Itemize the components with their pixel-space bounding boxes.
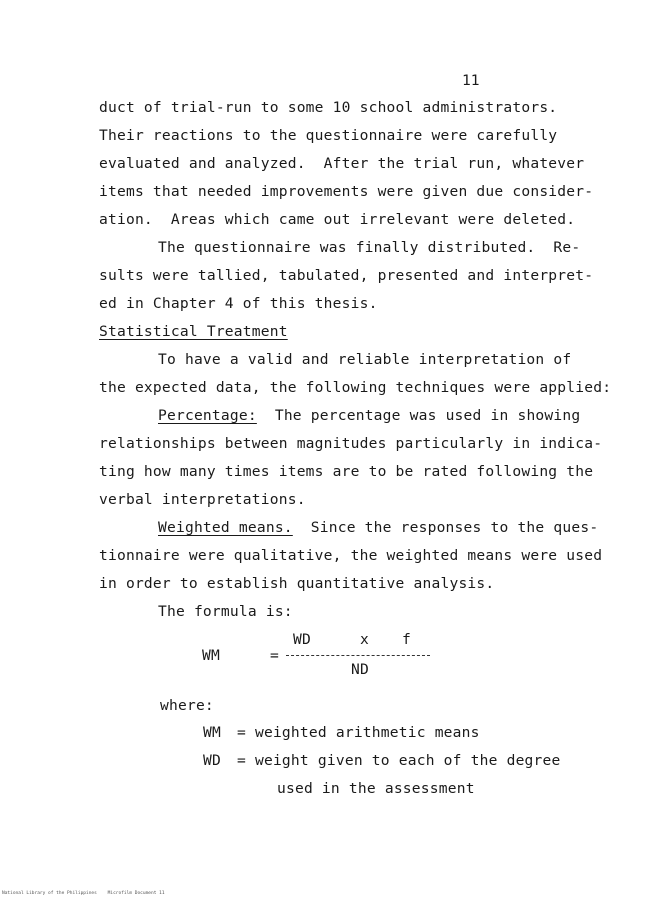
definition-text-wd: = weight given to each of the degree	[237, 752, 561, 769]
body-line-3: evaluated and analyzed. After the trial run, whatever	[99, 155, 585, 172]
body-line-9: To have a valid and reliable interpretation of	[158, 351, 572, 368]
body-line-10: the expected data, the following techniques were applied:	[99, 379, 612, 396]
body-line-13: ting how many times items are to be rated following the	[99, 463, 594, 480]
body-line-16: tionnaire were qualitative, the weighted means were used	[99, 547, 603, 564]
definition-continuation: used in the assessment	[277, 780, 475, 797]
body-line-7: sults were tallied, tabulated, presented and interpret-	[99, 267, 594, 284]
definition-symbol-wm: WM	[203, 724, 221, 741]
where-label: where:	[160, 697, 214, 714]
microfilm-footer: National Library of the Philippines Microfilm Document 11	[2, 891, 165, 896]
fraction-bar	[286, 655, 430, 656]
body-line-11	[158, 407, 580, 425]
definition-symbol-wd: WD	[203, 752, 221, 769]
formula-equals: =	[270, 647, 279, 664]
body-line-5: ation. Areas which came out irrelevant were deleted.	[99, 211, 576, 228]
body-line-1: duct of trial-run to some 10 school administrators.	[99, 99, 558, 116]
percentage-label: Percentage:	[158, 407, 257, 424]
definition-text-wm: = weighted arithmetic means	[237, 724, 480, 741]
formula-numerator-right: f	[402, 631, 411, 648]
formula-times: x	[360, 631, 369, 648]
formula-lhs: WM	[202, 647, 220, 664]
formula-numerator-left: WD	[293, 631, 311, 648]
body-line-4: items that needed improvements were given due consider-	[99, 183, 594, 200]
body-line-8: ed in Chapter 4 of this thesis.	[99, 295, 378, 312]
body-line-15-rest: Since the responses to the ques-	[292, 519, 599, 536]
body-line-12: relationships between magnitudes particularly in indica-	[99, 435, 603, 452]
body-line-18: The formula is:	[158, 603, 293, 620]
page-number: 11	[462, 72, 480, 89]
body-line-6: The questionnaire was finally distributed. Re-	[158, 239, 581, 256]
body-line-11-rest: The percentage was used in showing	[256, 407, 581, 424]
body-line-2: Their reactions to the questionnaire were carefully	[99, 127, 558, 144]
body-line-15	[158, 519, 598, 537]
body-line-17: in order to establish quantitative analysis.	[99, 575, 495, 592]
weighted-means-label: Weighted means.	[158, 519, 293, 536]
section-heading: Statistical Treatment	[99, 323, 288, 340]
body-line-14: verbal interpretations.	[99, 491, 306, 508]
formula-denominator: ND	[351, 661, 369, 678]
